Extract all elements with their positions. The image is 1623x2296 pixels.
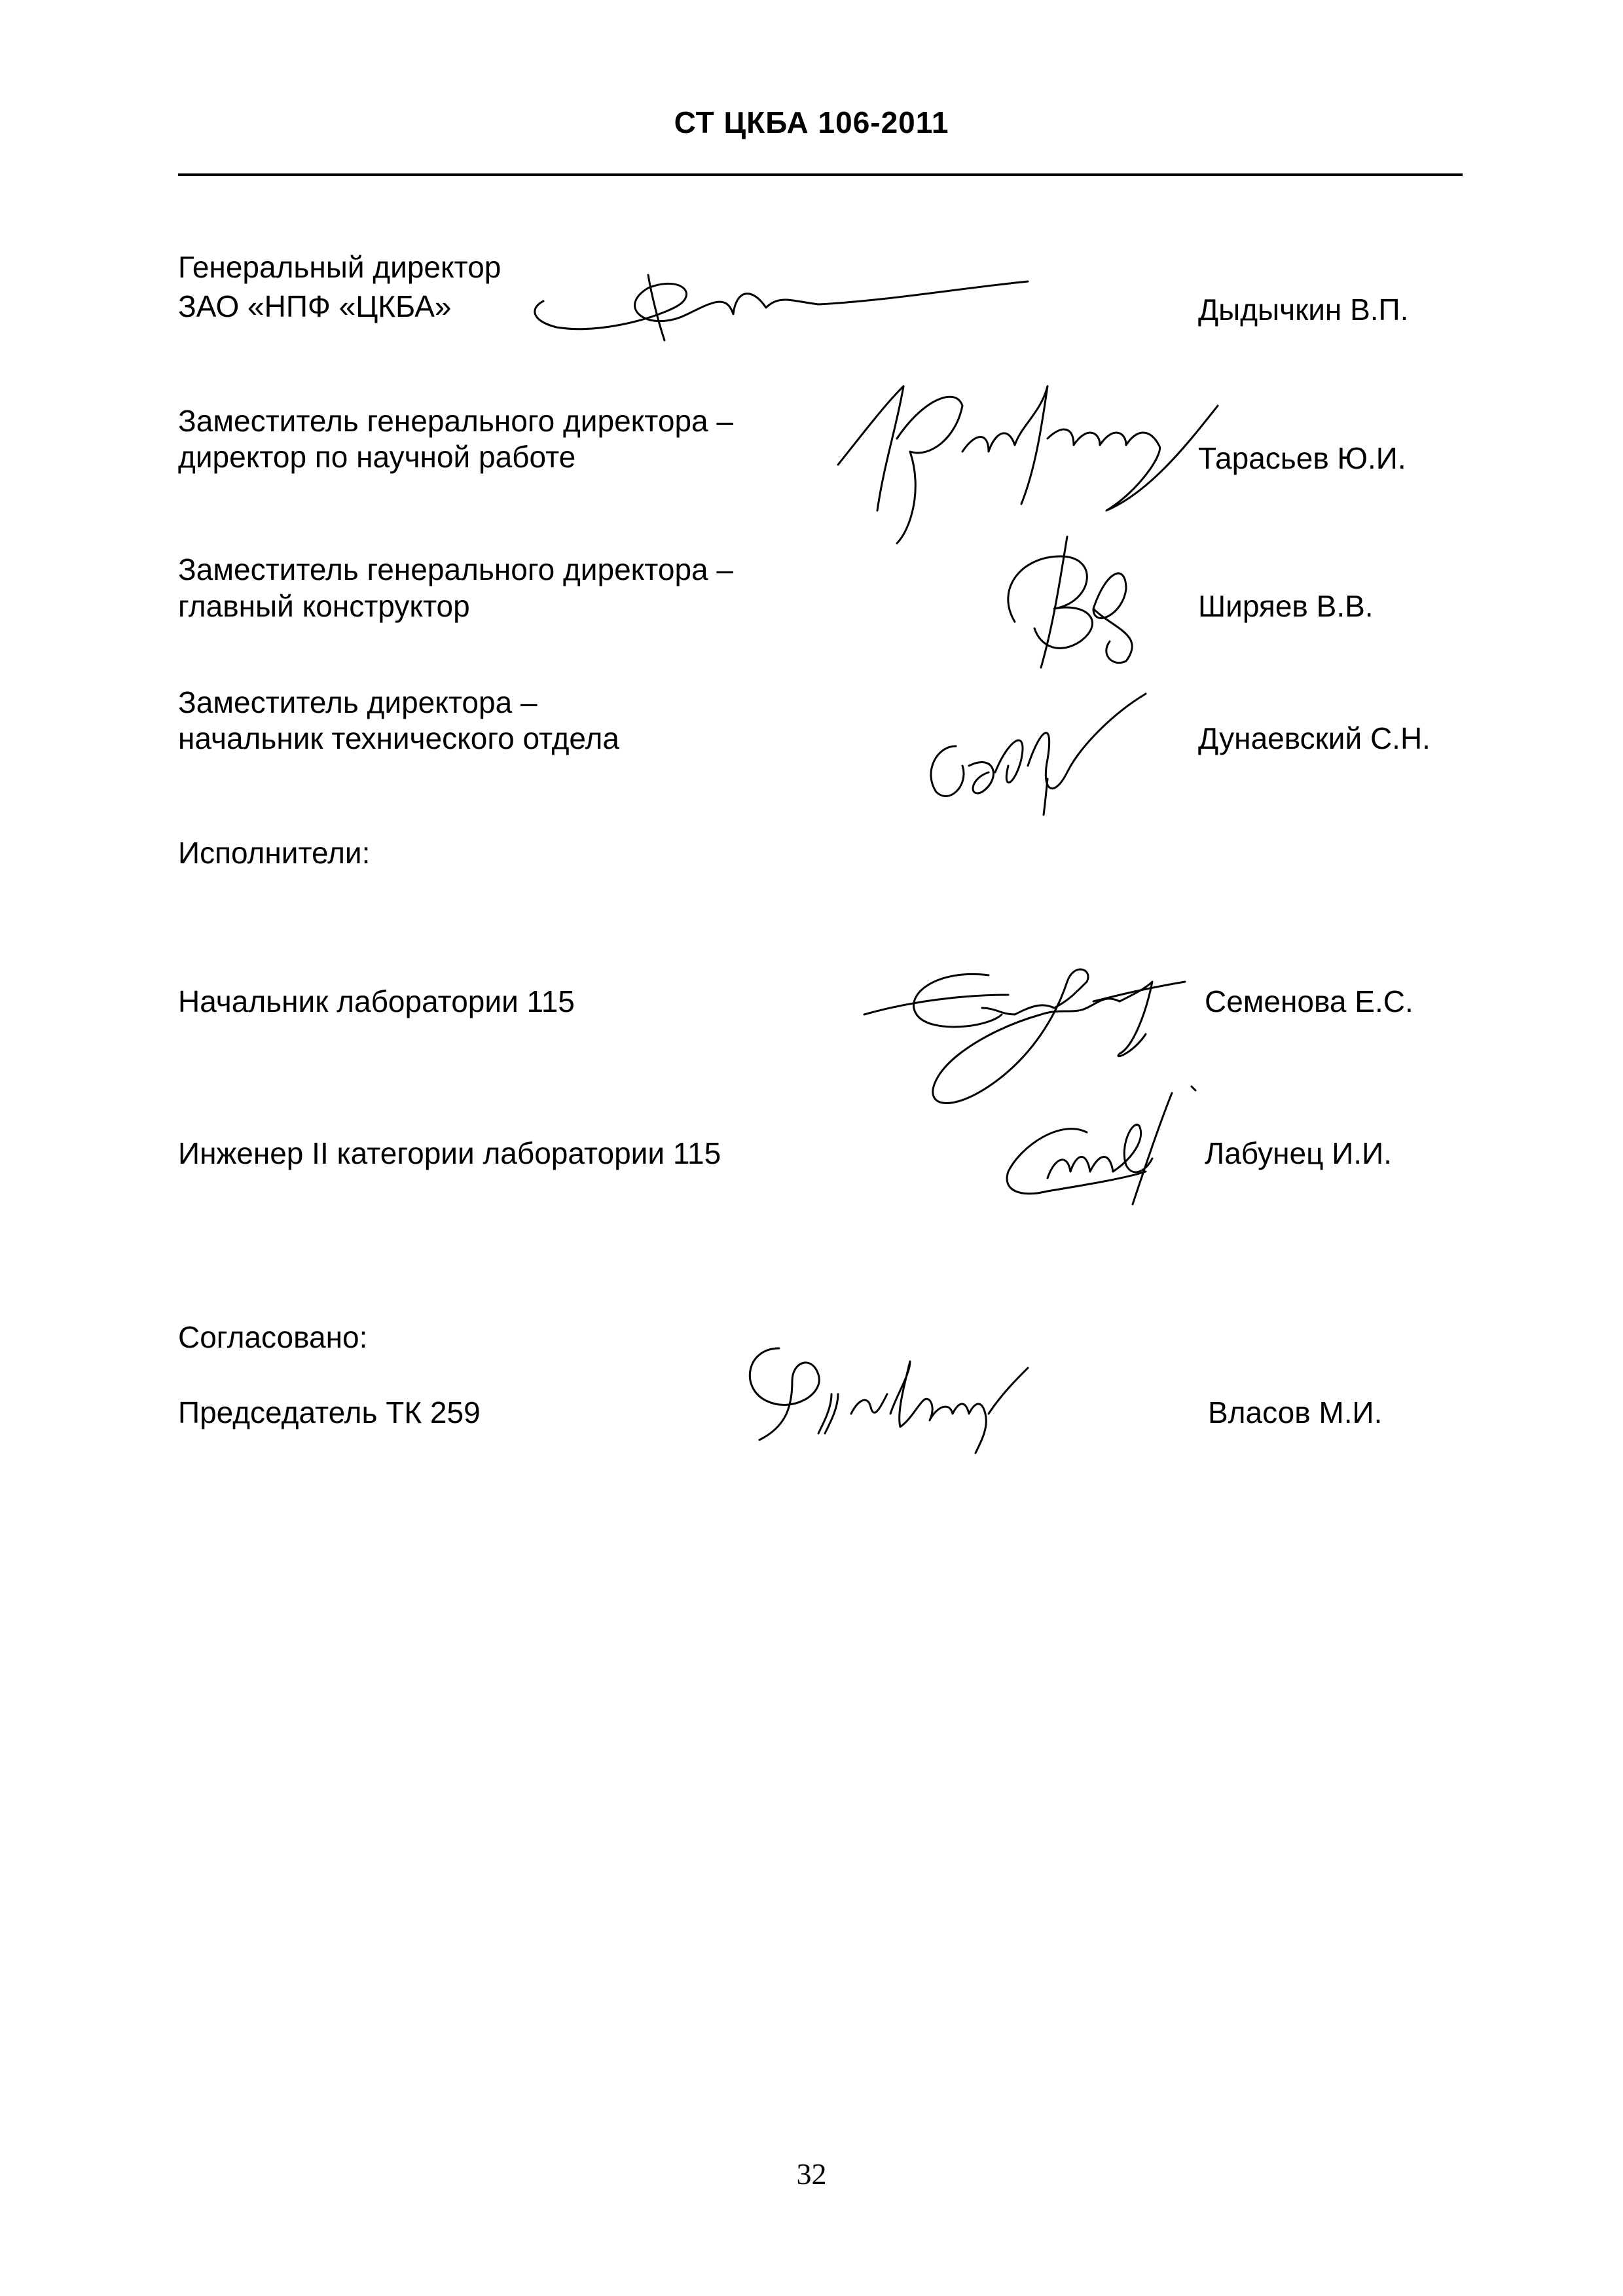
signature-dunaevsky <box>917 687 1152 818</box>
signature-dydychkin <box>517 262 1041 347</box>
signature-labunets <box>995 1080 1211 1211</box>
signatory-3-name: Ширяев В.В. <box>1198 589 1374 623</box>
signature-shiryaev <box>995 530 1165 681</box>
signature-vlasov <box>740 1335 1028 1460</box>
signatory-3-position-line-1: Заместитель генерального директора – <box>178 552 733 586</box>
executor-1-name: Семенова Е.С. <box>1205 984 1413 1018</box>
executors-heading: Исполнители: <box>178 836 371 870</box>
agreed-heading: Согласовано: <box>178 1320 368 1354</box>
executor-2-position: Инженер II категории лаборатории 115 <box>178 1136 721 1170</box>
signatory-4-position-line-2: начальник технического отдела <box>178 721 619 755</box>
signature-tarasyev <box>825 360 1218 550</box>
signatory-2-position-line-1: Заместитель генерального директора – <box>178 404 733 438</box>
signatory-1-position-line-2: ЗАО «НПФ «ЦКБА» <box>178 289 452 323</box>
signatory-4-name: Дунаевский С.Н. <box>1198 721 1431 755</box>
executor-1-position: Начальник лаборатории 115 <box>178 984 575 1018</box>
agreed-name: Власов М.И. <box>1208 1395 1383 1429</box>
signatory-2-position-line-2: директор по научной работе <box>178 440 576 474</box>
signatory-1-name: Дыдычкин В.П. <box>1198 293 1409 327</box>
signatory-3-position-line-2: главный конструктор <box>178 589 470 623</box>
signatory-2-name: Тарасьев Ю.И. <box>1198 441 1406 475</box>
executor-2-name: Лабунец И.И. <box>1205 1136 1392 1170</box>
page-number: 32 <box>796 2157 827 2191</box>
signatory-1-position-line-1: Генеральный директор <box>178 250 501 284</box>
header-divider <box>178 173 1463 176</box>
document-header-title: СТ ЦКБА 106-2011 <box>674 105 949 139</box>
agreed-position: Председатель ТК 259 <box>178 1395 481 1429</box>
signatory-4-position-line-1: Заместитель директора – <box>178 685 538 719</box>
